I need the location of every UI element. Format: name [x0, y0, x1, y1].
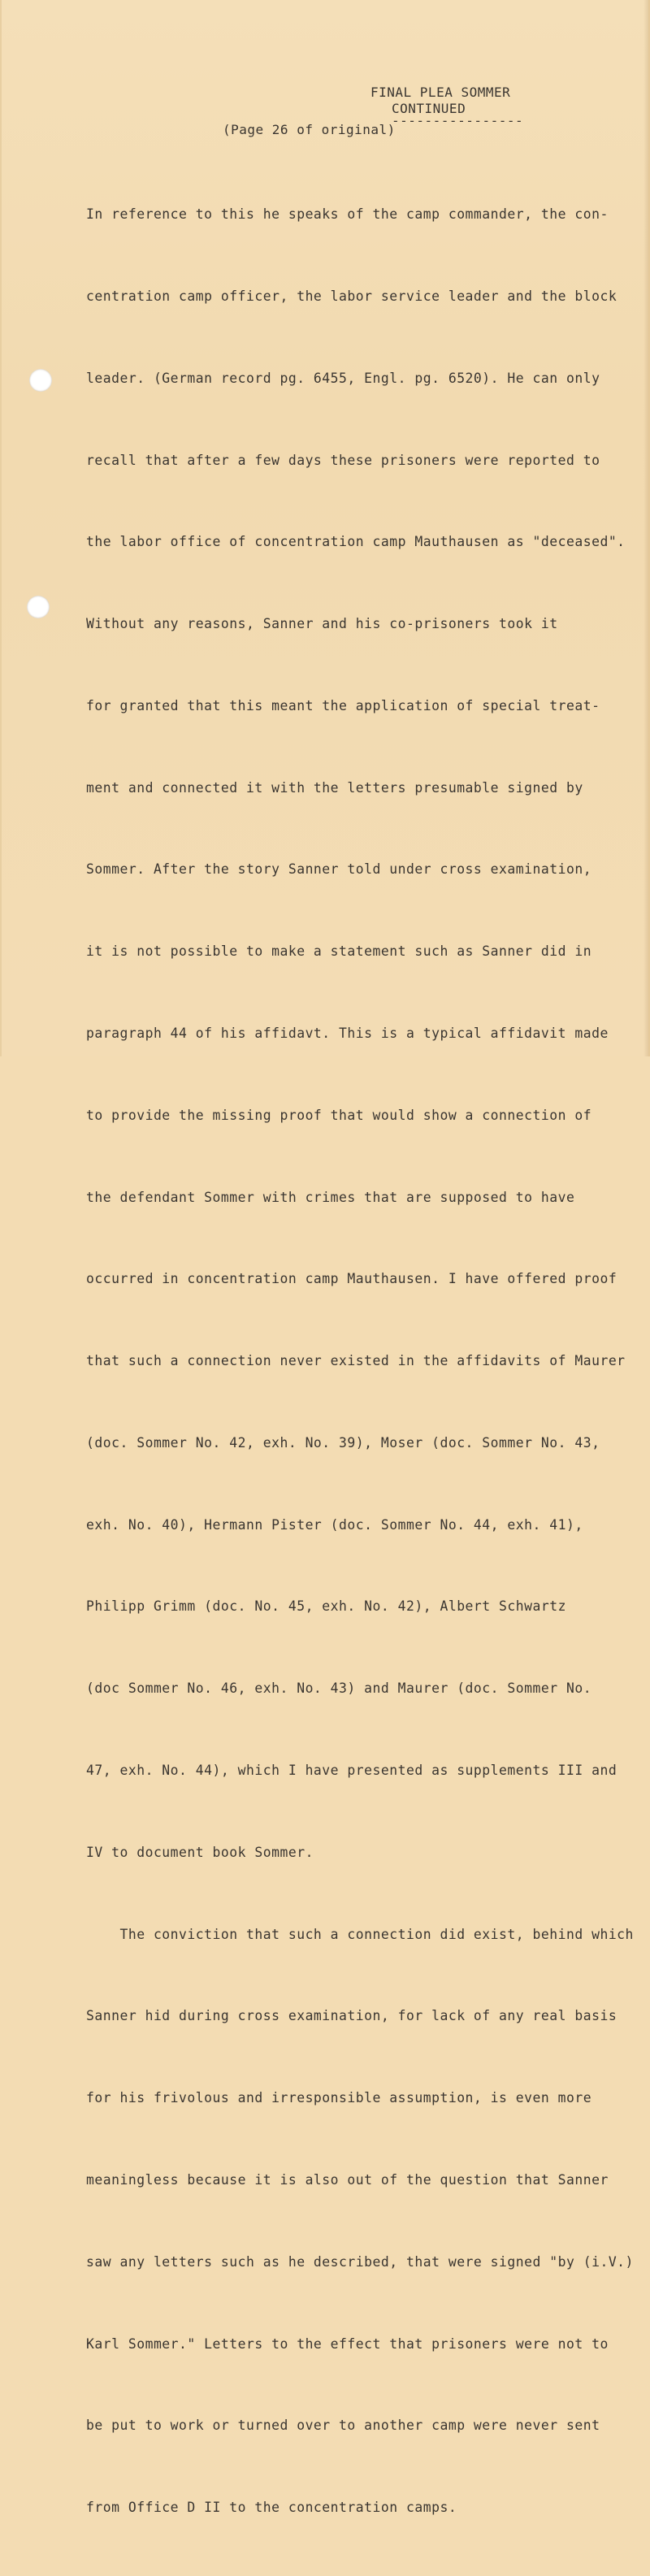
text-line: to provide the missing proof that would show a connection of [86, 1107, 592, 1123]
text-line: IV to document book Sommer. [86, 1844, 314, 1860]
text-line: for his frivolous and irresponsible assumption, is even more [86, 2090, 592, 2106]
text-line: centration camp officer, the labor service leader and the block [86, 288, 618, 304]
text-line: Without any reasons, Sanner and his co-prisoners took it [86, 616, 558, 632]
text-line: it is not possible to make a statement such as Sanner did in [86, 943, 592, 960]
text-line: the defendant Sommer with crimes that are supposed to have [86, 1189, 575, 1205]
text-line: the labor office of concentration camp Mauthausen as "deceased". [86, 534, 626, 550]
document-header [370, 85, 524, 128]
text-line: paragraph 44 of his affidavt. This is a typical affidavit made [86, 1026, 609, 1041]
text-line: meaningless because it is also out of the question that Sanner [86, 2171, 609, 2188]
header-subtitle: CONTINUED [392, 101, 466, 116]
text-line: Sanner hid during cross examination, for lack of any real basis [86, 2008, 618, 2024]
text-line: (doc. Sommer No. 42, exh. No. 39), Moser (doc. Sommer No. 43, [86, 1434, 600, 1451]
header-title: FINAL PLEA SOMMER [370, 85, 511, 100]
text-line: from Office D II to the concentration camps. [86, 2500, 457, 2516]
header-underline: ---------------- [392, 113, 524, 128]
text-line: Karl Sommer." Letters to the effect that prisoners were not to [86, 2335, 609, 2352]
text-line: In reference to this he speaks of the camp commander, the con- [86, 206, 609, 223]
text-line: be put to work or turned over to another camp were never sent [86, 2418, 600, 2434]
body-text [86, 146, 647, 2576]
text-line: (doc Sommer No. 46, exh. No. 43) and Maurer (doc. Sommer No. [86, 1680, 592, 1697]
text-line: for granted that this meant the application of special treat- [86, 697, 600, 713]
page-reference: (Page 26 of original) [223, 122, 396, 137]
text-line: Sommer. After the story Sanner told under cross examination, [86, 861, 592, 878]
punch-hole-bottom [27, 596, 50, 618]
text-line: 47, exh. No. 44), which I have presented as supplements III and [86, 1763, 618, 1779]
text-line: occurred in concentration camp Mauthausen. I have offered proof [86, 1271, 618, 1287]
text-line: recall that after a few days these prisoners were reported to [86, 452, 600, 468]
text-line: ment and connected it with the letters presumable signed by [86, 779, 583, 796]
text-line: exh. No. 40), Hermann Pister (doc. Sommer No. 44, exh. 41), [86, 1516, 583, 1533]
punch-hole-top [29, 369, 52, 392]
text-line: leader. (German record pg. 6455, Engl. pg. 6520). He can only [86, 370, 600, 386]
text-line: The conviction that such a connection did exist, behind which [86, 1926, 634, 1942]
text-line: Philipp Grimm (doc. No. 45, exh. No. 42), Albert Schwartz [86, 1598, 566, 1615]
text-line: saw any letters such as he described, that were signed "by (i.V.) [86, 2253, 634, 2270]
text-line: that such a connection never existed in the affidavits of Maurer [86, 1353, 626, 1369]
